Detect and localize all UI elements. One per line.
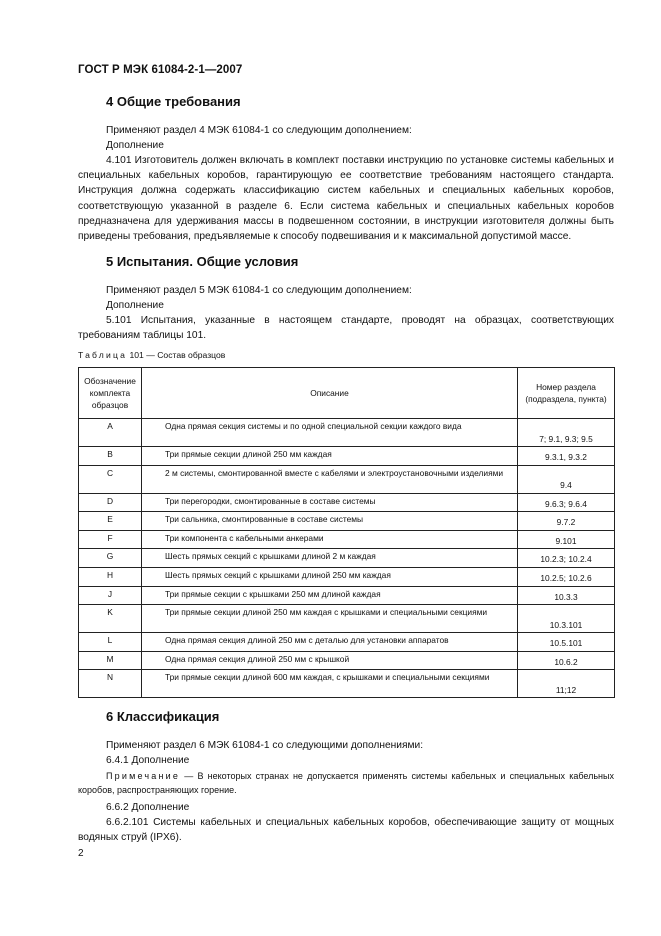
column-header-section: Номер раздела (подраздела, пункта) [518,368,615,419]
document-header: ГОСТ Р МЭК 61084-2-1—2007 [78,64,243,76]
paragraph-5-101: 5.101 Испытания, указанные в настоящем стандарте, проводят на образцах, соответствующих требованиям таблицы 101. [78,315,614,342]
row-description: Три прямые секции с крышками 250 мм длиной каждая [142,586,518,605]
section-4-intro: Применяют раздел 4 МЭК 61084-1 со следующим дополнением: [106,125,412,136]
row-code: M [79,651,142,670]
row-section: 10.3.3 [518,586,615,605]
row-section: 9.4 [518,465,615,493]
section-5-title: 5 Испытания. Общие условия [106,254,299,269]
table-row [79,633,615,652]
paragraph-6-4-1: 6.4.1 Дополнение [106,755,190,766]
row-section: 9.6.3; 9.6.4 [518,493,615,512]
row-section: 10.6.2 [518,651,615,670]
table-row [79,651,615,670]
row-section: 11;12 [518,670,615,698]
row-description: Шесть прямых секций с крышками длиной 250 мм каждая [142,567,518,586]
note-label: Примечание [106,771,181,781]
section-4-addition: Дополнение [106,140,164,151]
table-row [79,605,615,633]
paragraph-6-6-2: 6.6.2 Дополнение [106,802,190,813]
table-row [79,512,615,531]
row-description: Три компонента с кабельными анкерами [142,530,518,549]
row-code: L [79,633,142,652]
row-description: Три прямые секции длиной 250 мм каждая [142,447,518,466]
row-section: 10.3.101 [518,605,615,633]
paragraph-4-101: 4.101 Изготовитель должен включать в комплект поставки инструкцию по установке системы кабельных и специальных кабельных коробов, гарантирующую ее соответствие требованиям настоящего стандарта. Инструкция должна содержать классификацию систем кабельных и специальных кабельных коробов, соответствующую указанной в разделе 6. Если система кабельных и специальных кабельных коробов предназначена для удерживания массы в подвешенном состоянии, в инструкции изготовителя должны быть приведены требования, предъявляемые к способу подвешивания и к максимальной допустимой массе. [78,155,614,243]
table-row [79,670,615,698]
row-description: Три прямые секции длиной 600 мм каждая, с крышками и специальными секциями [142,670,518,698]
table-caption-label: Таблица [78,350,128,360]
table-caption [78,350,225,360]
table-row [79,419,615,447]
section-6-title: 6 Классификация [106,709,220,724]
section-4-title: 4 Общие требования [106,94,241,109]
row-code: F [79,530,142,549]
row-section: 9.101 [518,530,615,549]
row-section: 9.3.1, 9.3.2 [518,447,615,466]
row-description: Одна прямая секция длиной 250 мм с деталью для установки аппаратов [142,633,518,652]
note [78,769,614,797]
row-section: 7; 9.1, 9.3; 9.5 [518,419,615,447]
row-section: 9.7.2 [518,512,615,531]
row-section: 10.2.5; 10.2.6 [518,567,615,586]
row-description: Одна прямая секция системы и по одной специальной секции каждого вида [142,419,518,447]
section-5-intro: Применяют раздел 5 МЭК 61084-1 со следующим дополнением: [106,285,412,296]
note-text: — В некоторых странах не допускается применять системы кабельных и специальных кабельных коробов, распространяющих горение. [78,771,614,795]
row-code: G [79,549,142,568]
row-description: Шесть прямых секций с крышками длиной 2 м каждая [142,549,518,568]
samples-table [78,367,615,698]
table-row [79,530,615,549]
table-row [79,567,615,586]
column-header-description: Описание [142,368,518,419]
row-description: Три прямые секции длиной 250 мм каждая с крышками и специальными секциями [142,605,518,633]
row-code: E [79,512,142,531]
row-section: 10.5.101 [518,633,615,652]
row-description: Одна прямая секция длиной 250 мм с крышкой [142,651,518,670]
row-section: 10.2.3; 10.2.4 [518,549,615,568]
section-6-intro: Применяют раздел 6 МЭК 61084-1 со следующими дополнениями: [106,740,424,751]
table-caption-text: 101 — Состав образцов [127,350,226,360]
table-row [79,493,615,512]
row-code: H [79,567,142,586]
column-header-code: Обозначение комплекта образцов [79,368,142,419]
row-description: Три перегородки, смонтированные в составе системы [142,493,518,512]
row-code: B [79,447,142,466]
table-row [79,465,615,493]
row-description: Три сальника, смонтированные в составе системы [142,512,518,531]
row-code: N [79,670,142,698]
row-code: K [79,605,142,633]
table-row [79,447,615,466]
row-code: C [79,465,142,493]
table-row [79,549,615,568]
paragraph-6-6-2-101: 6.6.2.101 Системы кабельных и специальных кабельных коробов, обеспечивающие защиту от мощных водяных струй (IPX6). [78,817,614,844]
row-code: D [79,493,142,512]
row-description: 2 м системы, смонтированной вместе с кабелями и электроустановочными изделиями [142,465,518,493]
page-number: 2 [78,848,84,859]
section-5-addition: Дополнение [106,300,164,311]
table-row [79,586,615,605]
row-code: A [79,419,142,447]
row-code: J [79,586,142,605]
